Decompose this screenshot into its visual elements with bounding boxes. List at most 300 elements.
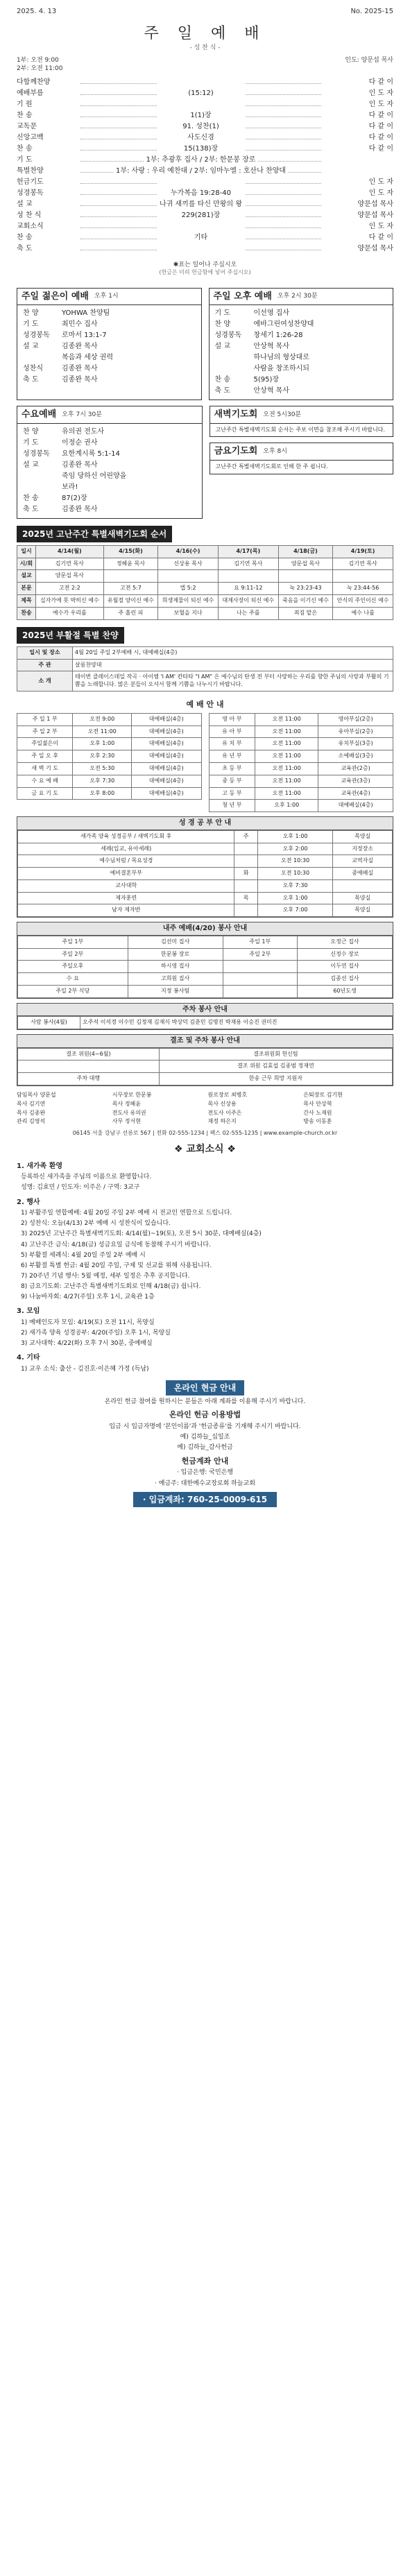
weekday-services [17,400,393,519]
table-cell: 오후 7:30 [257,879,333,892]
table-row [17,646,393,659]
news-list [17,1162,393,1373]
ministry-table [17,936,393,998]
service-place: 대예배실(4층) [318,800,393,812]
table-row [209,775,393,787]
service-time: 오후 8:00 [73,787,132,800]
weekly-title: 예 배 안 내 [186,699,224,709]
table-row [18,1073,393,1085]
table-cell: 주일 1부 [223,936,297,948]
kv-row [23,363,196,375]
kv-key: 축 도 [214,387,230,395]
service-time: 오전 11:00 [255,787,318,800]
bank-name: · 입금은행: 국민은행 [176,1469,234,1477]
kv-value: 최민수 집사 [62,320,98,329]
staff-directory [17,1092,393,1126]
staff-item: 목사 김종완 [17,1109,46,1116]
order-label: 성경봉독 [17,189,44,197]
kv-value: 하나님의 형상대로 [253,354,309,362]
table-row [17,750,202,763]
dawn-desc: 고난주간 특별새벽기도회 순서는 주보 이면을 참조해 주시기 바랍니다. [215,426,385,433]
table-cell [333,570,393,583]
table-header-cell: 4/14(월) [35,545,103,558]
table-cell: 교역자실 [333,855,393,868]
kv-value: 안상혁 목사 [253,387,289,395]
table-cell: 김기연 목사 [35,558,103,570]
news-line: 성명: 김효민 / 인도자: 이주은 / 구역: 3교구 [21,1184,140,1192]
kv-value: 이정순 권사 [62,438,98,447]
order-leader: 다 같 이 [368,133,393,141]
bulletin-issue: No. 2025-15 [350,8,393,15]
table-row [18,1048,393,1061]
table-row [18,843,393,855]
table-cell: 김종선 집사 [298,973,393,986]
order-dots [80,161,144,162]
service-name: 주 일 2 부 [17,725,73,738]
dawn-title: 새벽기도회 [214,409,258,420]
giving-example-1: 예) 김하늘_십일조 [180,1434,230,1441]
staff-item: 담임목사 양문섭 [17,1091,56,1098]
wednesday-title: 수요예배 [22,409,57,420]
order-content: 기타 [194,233,208,241]
table-cell: 고희원 집사 [128,973,223,986]
page-title: 주 일 예 배 [144,24,266,42]
kv-value: 안상혁 목사 [253,343,289,351]
staff-item: 목사 신상용 [207,1100,237,1107]
table-cell: 한문봉 장로 [128,948,223,961]
table-header-cell: 4/15(화) [103,545,158,558]
order-dots [80,227,157,228]
table-row [17,558,393,570]
service-name: 유 치 부 [209,738,255,750]
order-dots [246,205,322,206]
news-line: 7) 20주년 기념 행사: 5월 예정, 세부 일정은 추후 공지합니다. [21,1272,190,1280]
staff-item: 전도사 이주은 [207,1109,242,1116]
table-cell: 양문섭 목사 [35,570,103,583]
service-place: 유아부실(2층) [318,725,393,738]
kv-value: 김종완 목사 [62,461,98,469]
kv-row [23,427,196,438]
kv-key: 찬 양 [23,427,39,436]
table-cell: 주차 대행 [18,1073,160,1085]
ministry-box [17,922,393,998]
kv-row [23,471,196,482]
table-cell [158,570,219,583]
kv-row [215,330,388,341]
order-row [17,78,393,89]
table-cell [103,570,158,583]
service-place: 대예배실(4층) [132,738,201,750]
order-leader: 다 같 이 [368,122,393,130]
table-cell: 60년도생 [298,985,393,997]
staff-item: 방송 이동훈 [303,1118,332,1125]
table-cell: 오전 10:30 [257,855,333,868]
kv-key: 성찬식 [23,365,43,373]
table-cell: 세례(입교, 유아세례) [18,843,234,855]
order-leader: 양문섭 목사 [357,200,393,208]
kv-key: 설 교 [23,461,39,469]
table-row-label: 제목 [17,595,36,608]
order-dots [80,216,157,217]
table-cell: 고전 2:2 [35,583,103,595]
service-place: 교육관(2층) [318,763,393,775]
order-label: 특별찬양 [17,166,44,175]
service-name: 고 등 부 [209,787,255,800]
news-section-title: 4. 기타 [17,1354,40,1362]
table-cell: 목양실 [333,904,393,917]
bulletin-header [17,4,393,21]
order-row [17,200,393,211]
kv-row [23,449,196,460]
church-address: 06145 서울 강남구 선릉로 567 | 전화 02-555-1234 | 팩스 02-555-1235 | www.example-church.or.kr [72,1130,338,1137]
table-cell: 새가족 양육 성경공부 / 새벽기도회 후 [18,830,234,843]
news-section-title: 3. 모임 [17,1307,40,1316]
table-cell: 엡 5:2 [158,583,219,595]
table-header-cell: 4/17(목) [218,545,278,558]
table-cell: 주일오후 [18,961,128,973]
staff-item: 은퇴장로 김기현 [303,1091,343,1098]
order-content: 1부: 추광후 집사 / 2부: 한문봉 장로 [146,155,256,164]
order-row [17,111,393,122]
news-line: 4) 고난주간 금식: 4/18(금) 성금요일 금식에 동참해 주시기 바랍니다. [21,1241,211,1248]
table-cell: 신정수 장로 [298,948,393,961]
parking-names: 오주석 이석경 이수민 김정재 김재식 박상덕 김춘민 김명진 박재용 이승진 권미진 [80,1017,393,1029]
order-content: 15(138)장 [183,144,219,153]
service-presider: 인도: 양문섭 목사 [345,57,393,65]
table-cell: 예수가 우리를 [35,607,103,619]
kv-value: 이선영 집사 [253,309,289,318]
kv-value: 요한계시록 5:1-14 [62,449,120,458]
table-row [209,763,393,775]
table-row [17,738,202,750]
table-cell: 희생제물이 되신 예수 [158,595,219,608]
service-time: 오전 9:00 [73,713,132,725]
kv-row [215,375,388,386]
table-cell: 고전 5:7 [103,583,158,595]
table-cell: 주일 1부 [18,936,128,948]
order-row [17,89,393,100]
kv-key: 성경봉독 [23,332,50,340]
order-leader: 인 도 자 [368,178,393,186]
kv-value: 에바그린여성찬양대 [253,320,314,329]
order-label: 헌금기도 [17,178,44,186]
service-time: 오전 11:00 [73,725,132,738]
order-label: 기 원 [17,100,33,108]
table-row [18,1061,393,1073]
table-cell: 오전 10:30 [257,868,333,880]
order-dots [246,150,322,151]
dawn-friday-column [210,400,394,519]
service-time-1: 1부: 오전 9:00 [17,57,59,65]
kv-key: 기 도 [214,309,230,318]
order-leader: 다 같 이 [368,111,393,119]
giving-desc: 온라인 헌금 참여를 원하시는 분들은 아래 계좌를 이용해 주시기 바랍니다. [104,1398,306,1406]
page-subtitle: - 성 찬 식 - [189,44,221,52]
sunday-youth-time: 오후 1시 [94,293,119,300]
table-cell: 한송 근무 희망 지원자 [159,1073,392,1085]
order-dots [80,205,157,206]
order-row [17,233,393,244]
staff-item: 목사 안상혁 [303,1100,332,1107]
table-cell: 목양실 [333,830,393,843]
table-cell: 오정근 집사 [298,936,393,948]
news-line: 3) 교사대학: 4/22(화) 오후 7시 30분, 중예배실 [21,1340,153,1348]
kv-value: 김종완 목사 [62,505,98,513]
order-row [17,122,393,133]
order-dots [246,183,322,184]
wednesday-rows [17,424,202,518]
order-note: ✱표는 일어나 주십시오 [173,261,237,268]
kv-key: 축 도 [23,505,39,513]
news-line: 9) 나눔바자회: 4/27(주일) 오후 1시, 교육관 1층 [21,1294,155,1301]
kv-row [23,504,196,515]
order-leader: 인 도 자 [368,222,393,230]
order-label: 신앙고백 [17,133,44,141]
bulletin-date: 2025. 4. 13 [17,8,57,15]
table-row [18,868,393,880]
kv-row [23,341,196,352]
kv-key: 기 도 [23,438,39,447]
table-row [17,583,393,595]
order-row [17,100,393,111]
order-leader: 인 도 자 [368,189,393,197]
service-time: 오전 11:00 [255,750,318,763]
table-row [18,892,393,904]
table-cell: 정혜윤 목사 [103,558,158,570]
sunday-youth-rows [17,305,201,388]
table-cell [234,904,257,917]
order-dots [246,105,322,106]
kv-row [215,386,388,397]
kv-row [23,352,196,363]
friday-desc: 고난주간 특별새벽기도회로 인해 한 주 쉽니다. [215,463,328,470]
staff-item: 사무 정서현 [112,1118,141,1125]
bank-title: 헌금계좌 안내 [181,1456,229,1466]
service-name: 영 아 부 [209,713,255,725]
ministry-title: 내주 예배(4/20) 봉사 안내 [17,922,393,936]
table-row [17,607,393,619]
table-cell: 남자 제자반 [18,904,234,917]
table-row [17,775,202,787]
table-cell: 안식의 주인이신 예수 [333,595,393,608]
order-label: 교독문 [17,122,37,130]
order-dots [80,183,157,184]
bible-study-box [17,816,393,918]
service-name: 청 년 부 [209,800,255,812]
kv-value: 복음과 세상 권력 [62,354,113,362]
staff-item: 목사 김기연 [17,1100,46,1107]
table-cell: 대제사장이 되신 예수 [218,595,278,608]
table-header-cell: 4/18(금) [278,545,333,558]
table-header-cell: 4/16(수) [158,545,219,558]
kv-value: 보라! [62,483,78,491]
wednesday-time: 오후 7시 30분 [62,411,102,418]
table-cell: 신상용 목사 [158,558,219,570]
order-label: 찬 송 [17,144,33,153]
offering-team-box [17,1034,393,1086]
order-label: 예배부름 [17,89,44,97]
kv-key: 찬 양 [214,320,230,329]
table-cell: 오후 1:00 [257,830,333,843]
table-row-label: 시/회 [17,558,36,570]
order-row [17,244,393,255]
order-label: 성 찬 식 [17,211,42,219]
sunday-pm-service-box [209,288,394,401]
table-cell: 주 흘린 피 [103,607,158,619]
parking-table [17,1016,393,1029]
offering-team-table [17,1048,393,1085]
order-leader: 양문섭 목사 [357,211,393,219]
news-line: 등록하신 새가족을 주님의 이름으로 환영합니다. [21,1174,152,1181]
news-section-title: 1. 새가족 환영 [17,1162,63,1170]
order-leader: 다 같 이 [368,78,393,86]
table-cell [333,879,393,892]
table-row [209,750,393,763]
table-cell: 요 9:11-12 [218,583,278,595]
table-row [209,787,393,800]
kv-value: 김종완 목사 [62,343,98,351]
sunday-pm-time: 오후 2시 30분 [277,293,318,300]
news-section-title: 2. 행사 [17,1198,40,1206]
kv-value: 죽임 당하신 어린양을 [62,472,127,480]
kv-value: 사람을 창조하시되 [253,365,309,373]
bible-study-title: 성 경 공 부 안 내 [17,817,393,830]
order-content: 229(281)장 [181,211,221,219]
table-row [18,985,393,997]
table-row [17,659,393,671]
table-cell: 죽음을 이기신 예수 [278,595,333,608]
table-cell: 4월 20일 주일 2부예배 시, 대예배실(4층) [73,646,393,659]
kv-row [215,308,388,319]
giving-title: 온라인 현금 안내 [166,1380,245,1396]
table-cell: 살롬찬양대 [73,659,393,671]
service-time-2: 2부: 오전 11:00 [17,65,63,73]
table-cell: 눅 23:23-43 [278,583,333,595]
staff-item: 간사 노재원 [303,1109,332,1116]
kv-value: 5(95)장 [253,376,280,384]
order-label: 기 도 [17,155,33,164]
table-row [209,713,393,725]
kv-key: 성경봉독 [23,449,50,458]
easter-table [17,646,393,692]
offering-team-title: 결조 및 주차 봉사 안내 [17,1035,393,1048]
service-time: 오전 5:30 [73,763,132,775]
service-time: 오전 11:00 [255,738,318,750]
table-cell: 결조 위원(4~6월) [18,1048,160,1061]
service-name: 중 등 부 [209,775,255,787]
order-leader: 양문섭 목사 [357,244,393,252]
news-line: 5) 부활절 세례식: 4월 20일 주일 2부 예배 시 [21,1251,146,1259]
kv-row [23,482,196,493]
table-row [18,904,393,917]
table-row [18,936,393,948]
table-cell: 지정 봉사팀 [128,985,223,997]
order-dots [80,172,113,173]
table-cell: 유월절 양이신 예수 [103,595,158,608]
table-cell [223,961,297,973]
staff-item: 목사 정혜윤 [112,1100,141,1107]
sunday-pm-rows [210,305,393,400]
table-cell: 중예배실 [333,868,393,880]
table-row [209,800,393,812]
table-cell: 결조위원회 헌신팀 [159,1048,392,1061]
kv-key: 설 교 [214,343,230,351]
kv-row [215,352,388,363]
staff-item: 재정 하은지 [207,1118,237,1125]
sunday-youth-title: 주일 젊은이 예배 [22,291,89,302]
order-note-2: (헌금은 미리 헌금함에 넣어 주십시오) [159,268,251,275]
order-leader: 다 같 이 [368,233,393,241]
order-content: 1(1)장 [190,111,212,119]
service-place: 대예배실(4층) [132,725,201,738]
service-meta [17,56,393,73]
kv-row [215,341,388,352]
kv-value: 김종완 목사 [62,376,98,384]
table-cell [278,570,333,583]
order-row [17,166,393,178]
table-header-cell: 일시 [17,545,36,558]
kv-key: 찬 송 [214,376,230,384]
order-row [17,144,393,155]
order-dots [246,194,322,195]
kv-row [23,330,196,341]
table-header-cell: 4/19(토) [333,545,393,558]
giving-example-2: 예) 김하늘_감사헌금 [177,1444,233,1452]
giving-howto: 입금 시 입금자명에 '본인이름'과 '헌금종류'를 기재해 주시기 바랍니다. [109,1423,301,1431]
order-content: 91. 성찬(1) [182,122,219,130]
table-cell: 교사대학 [18,879,234,892]
easter-title: 2025년 부활절 특별 찬양 [17,627,124,644]
service-time: 오전 11:00 [255,763,318,775]
table-row-label: 본문 [17,583,36,595]
table-row [18,855,393,868]
news-line: 6) 부활절 특별 헌금: 4월 20일 주일, 구제 및 선교를 위해 사용됩니다. [21,1262,212,1269]
news-line: 2) 성찬식: 오늘(4/13) 2부 예배 시 성찬식이 있습니다. [21,1220,171,1228]
table-row [18,961,393,973]
service-time: 오후 1:00 [255,800,318,812]
friday-prayer-box [210,443,394,474]
table-row [17,713,202,725]
service-place: 대예배실(4층) [132,787,201,800]
order-dots [246,216,322,217]
weekly-left-table [17,713,202,800]
service-time: 오후 1:00 [73,738,132,750]
order-label: 축 도 [17,244,33,252]
kv-value: 로마서 13:1-7 [62,332,107,340]
staff-item: 원로장로 최병호 [207,1091,248,1098]
kv-value: 김종완 목사 [62,365,98,373]
kv-row [23,308,196,319]
news-line: 8) 금요기도회: 고난주간 특별새벽기도회로 인해 4/18(금) 쉽니다. [21,1283,201,1291]
table-cell: 김선미 집사 [128,936,223,948]
order-label: 찬 송 [17,111,33,119]
order-dots [80,83,157,84]
table-row [17,671,393,692]
service-name: 주일젊은이 [17,738,73,750]
kv-row [23,375,196,386]
order-content: 1부: 사랑 : 우리 예찬대 / 2부: 임마누엘 : 호산나 찬양대 [116,166,286,175]
table-cell: 양문섭 목사 [278,558,333,570]
order-label: 교회소식 [17,222,44,230]
table-cell: 십자가에 못 박히신 예수 [35,595,103,608]
table-row [18,973,393,986]
kv-key: 기 도 [23,320,39,329]
table-row-label: 소 개 [17,671,73,692]
table-row-label: 설교 [17,570,36,583]
table-cell [234,855,257,868]
afternoon-services [17,282,393,401]
news-line: 2) 새가족 양육 성경공부: 4/20(주일) 오후 1시, 목양실 [21,1330,171,1337]
